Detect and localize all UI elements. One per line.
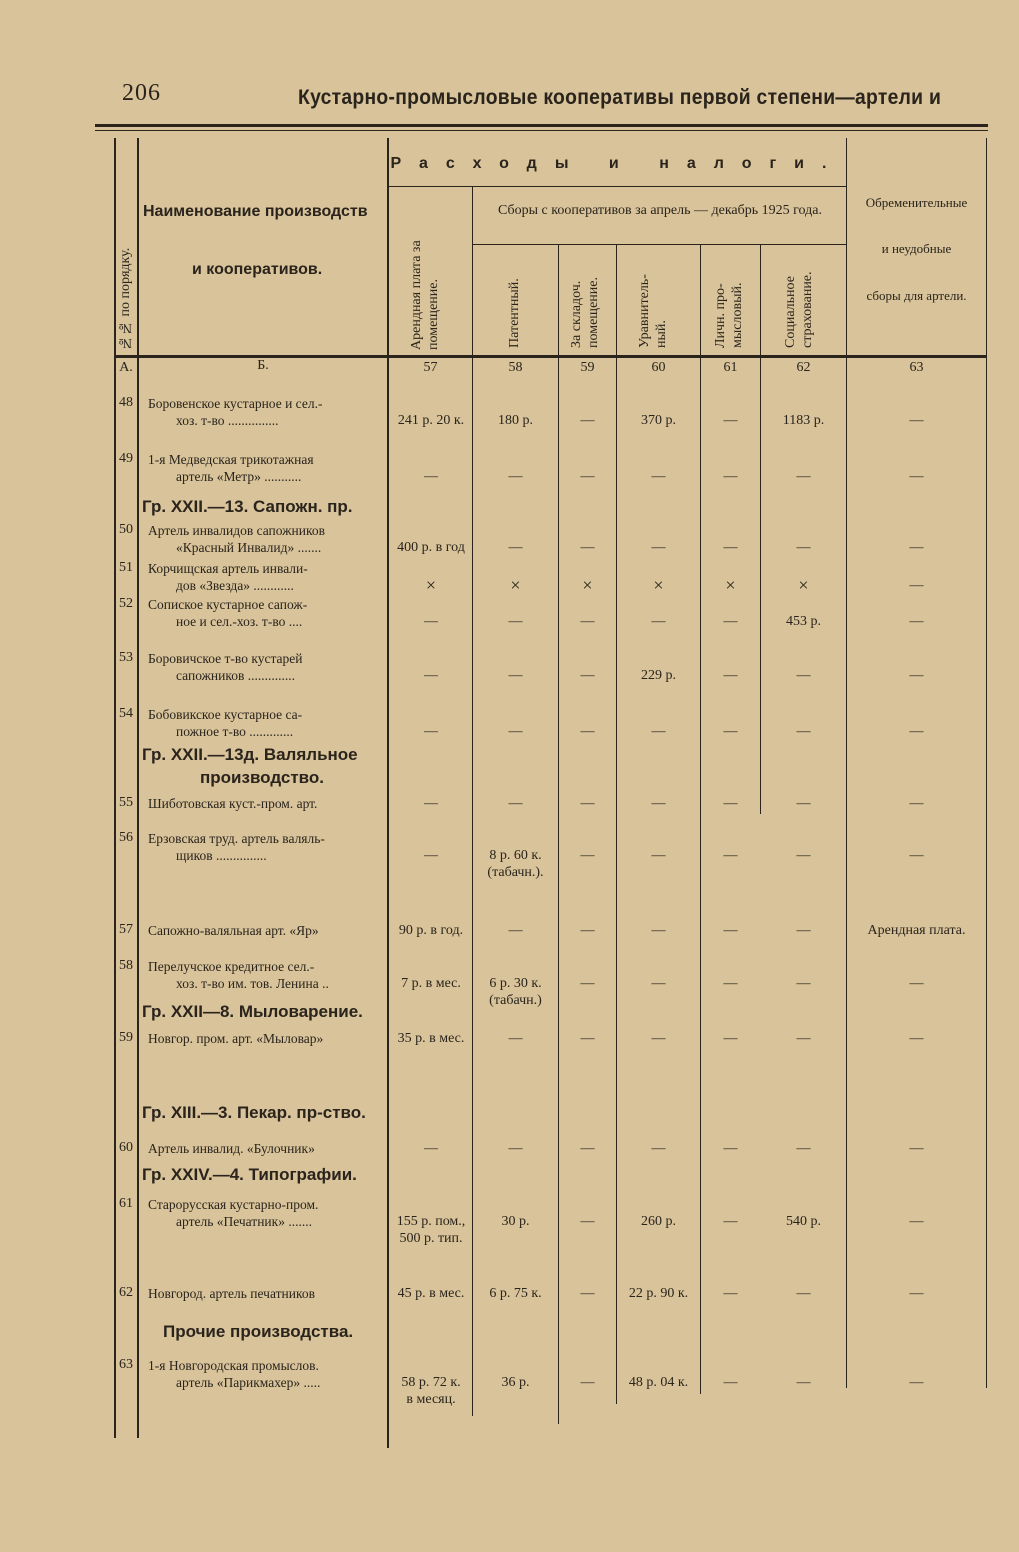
row-number: 59 <box>119 1030 133 1045</box>
cell-patent: 180 р. <box>498 413 533 428</box>
cell-patent: — <box>508 923 523 938</box>
group-heading: Гр. XXII—8. Мыловарение. <box>142 1002 363 1021</box>
cell-patent: × <box>510 575 521 595</box>
cell-burden: — <box>909 668 924 683</box>
cell-personal: — <box>723 724 738 739</box>
cell-rent: — <box>424 848 438 863</box>
index-b: Б. <box>257 358 269 373</box>
header-col-social: Социальное страхование. <box>783 271 815 348</box>
row-name-line: пожное т-во ............. <box>176 724 294 739</box>
cell-personal: — <box>723 540 738 555</box>
cell-personal: — <box>723 1031 738 1046</box>
cell-storage: — <box>580 413 595 428</box>
row-name-line: артель «Парикмахер» ..... <box>176 1375 321 1390</box>
cell-storage: — <box>580 796 595 811</box>
row-name-line: Артель инвалид. «Булочник» <box>148 1141 315 1156</box>
row-number: 52 <box>119 596 133 611</box>
header-rule-thick <box>95 124 988 127</box>
cell-equal: — <box>651 614 666 629</box>
cell-patent: 8 р. 60 к. <box>489 848 542 863</box>
group-heading: Гр. XXII.—13. Сапожн. пр. <box>142 497 353 516</box>
cell-personal: — <box>723 1286 738 1301</box>
cell-equal: 48 р. 04 к. <box>628 1375 689 1390</box>
cell-rent: в месяц. <box>406 1392 456 1407</box>
cell-storage: — <box>580 1031 595 1046</box>
cell-social: — <box>796 1141 811 1156</box>
group-heading: производство. <box>200 768 325 787</box>
row-name-line: Боровенское кустарное и сел.- <box>148 396 323 411</box>
cell-rent: — <box>424 668 438 683</box>
cell-social: 453 р. <box>786 614 821 629</box>
cell-rent: 7 р. в мес. <box>401 976 461 991</box>
cell-personal: — <box>723 413 738 428</box>
cell-equal: 370 р. <box>641 413 676 428</box>
cell-personal: — <box>723 923 738 938</box>
cell-social: — <box>796 668 811 683</box>
row-number: 55 <box>119 795 133 810</box>
row-name-line: 1-я Медведская трикотажная <box>148 452 314 467</box>
cell-equal: — <box>651 976 666 991</box>
cell-equal: 22 р. 90 к. <box>628 1286 689 1301</box>
cell-social: 1183 р. <box>782 413 825 428</box>
cell-patent: — <box>508 1141 523 1156</box>
cell-burden: — <box>909 1031 924 1046</box>
cell-patent: — <box>508 668 523 683</box>
cell-burden: — <box>909 1375 924 1390</box>
cell-rent: 500 р. тип. <box>399 1231 463 1246</box>
row-name-line: 1-я Новгородская промыслов. <box>148 1358 319 1373</box>
cell-patent: 6 р. 30 к. <box>489 976 542 991</box>
cell-personal: × <box>725 575 736 595</box>
cell-rent: — <box>424 796 438 811</box>
row-number: 49 <box>119 451 133 466</box>
header-rule-thin <box>95 130 988 131</box>
cell-patent: (табачн.) <box>489 993 542 1008</box>
row-name-line: Боровичское т-во кустарей <box>148 651 303 666</box>
row-number: 57 <box>119 922 133 937</box>
cell-social: 540 р. <box>786 1214 821 1229</box>
cell-burden: — <box>909 469 924 484</box>
row-name-line: Сапожно-валяльная арт. «Яр» <box>148 923 319 938</box>
page-title: Кустарно-промысловые кооперативы первой степени—артели и <box>298 86 942 109</box>
header-col-personal: Личн. про-мысловый. <box>713 282 745 348</box>
col-line-name <box>387 138 389 1448</box>
row-name-line: Корчищская артель инвали- <box>148 561 308 576</box>
cell-burden: — <box>909 724 924 739</box>
row-name-line: дов «Звезда» ............ <box>176 578 294 593</box>
row-name-line: хоз. т-во ............... <box>176 413 279 428</box>
cell-storage: — <box>580 469 595 484</box>
row-name-line: Старорусская кустарно-пром. <box>148 1197 319 1212</box>
group-heading: Гр. XXIV.—4. Типографии. <box>142 1165 357 1184</box>
row-name-line: артель «Метр» ........... <box>176 469 302 484</box>
cell-patent: — <box>508 796 523 811</box>
cell-rent: — <box>424 614 438 629</box>
cell-rent: 90 р. в год. <box>398 923 464 938</box>
index-58: 58 <box>508 360 523 375</box>
cell-social: — <box>796 1031 811 1046</box>
cell-rent: 45 р. в мес. <box>397 1286 465 1301</box>
cell-burden: Арендная плата. <box>867 923 966 938</box>
cell-social: — <box>796 724 811 739</box>
header-col-rent: Арендная плата за помещение. <box>409 240 441 350</box>
cell-patent: 6 р. 75 к. <box>489 1286 542 1301</box>
cell-burden: — <box>909 796 924 811</box>
cell-rent: 35 р. в мес. <box>397 1031 465 1046</box>
col-line-num <box>137 138 139 1438</box>
cell-patent: — <box>508 1031 523 1046</box>
cell-patent: — <box>508 469 523 484</box>
cell-personal: — <box>723 796 738 811</box>
cell-rent: — <box>424 724 438 739</box>
row-name-line: Новгор. пром. арт. «Мыловар» <box>148 1031 324 1046</box>
cell-social: — <box>796 540 811 555</box>
cell-burden: — <box>909 614 924 629</box>
cell-social: — <box>796 1375 811 1390</box>
cell-social: — <box>796 796 811 811</box>
cell-storage: — <box>580 848 595 863</box>
row-name-line: сапожников .............. <box>176 668 296 683</box>
cell-social: — <box>796 1286 811 1301</box>
row-name-line: артель «Печатник» ....... <box>176 1214 312 1229</box>
cell-personal: — <box>723 976 738 991</box>
cell-storage: — <box>580 923 595 938</box>
row-number: 53 <box>119 650 133 665</box>
header-col-burden-2: и неудобные <box>881 241 952 256</box>
row-name-line: ное и сел.-хоз. т-во .... <box>176 614 303 629</box>
cell-equal: — <box>651 848 666 863</box>
cell-equal: 260 р. <box>641 1214 676 1229</box>
header-line-fees <box>473 244 846 245</box>
cell-storage: — <box>580 724 595 739</box>
cell-burden: — <box>909 578 924 593</box>
cell-storage: × <box>582 575 593 595</box>
header-fees-title: Сборы с кооперативов за апрель — декабрь 1925 года. <box>498 203 822 218</box>
cell-rent: — <box>424 469 438 484</box>
cell-social: — <box>796 848 811 863</box>
row-name-line: Перелучское кредитное сел.- <box>148 959 315 974</box>
cell-storage: — <box>580 1214 595 1229</box>
cell-patent: (табачн.). <box>487 865 544 880</box>
cell-rent: 400 р. в год <box>397 540 465 555</box>
cell-storage: — <box>580 1286 595 1301</box>
row-number: 54 <box>119 706 133 721</box>
cell-storage: — <box>580 976 595 991</box>
cell-equal: — <box>651 724 666 739</box>
cell-rent: 241 р. 20 к. <box>397 413 465 428</box>
cell-burden: — <box>909 1286 924 1301</box>
cell-personal: — <box>723 1214 738 1229</box>
cell-personal: — <box>723 614 738 629</box>
cell-patent: 30 р. <box>501 1214 530 1229</box>
header-col-storage: За складоч. помещение. <box>569 277 601 348</box>
row-name-line: Шиботовская куст.-пром. арт. <box>148 796 318 811</box>
index-61: 61 <box>723 360 738 375</box>
header-col-burden-1: Обременительные <box>865 195 968 210</box>
cell-personal: — <box>723 1141 738 1156</box>
index-62: 62 <box>796 360 811 375</box>
row-name-line: Бобовикское кустарное са- <box>148 707 303 722</box>
cell-patent: 36 р. <box>501 1375 530 1390</box>
cell-storage: — <box>580 668 595 683</box>
row-number: 48 <box>119 395 133 410</box>
cell-storage: — <box>580 614 595 629</box>
cell-patent: — <box>508 540 523 555</box>
cell-storage: — <box>580 1375 595 1390</box>
header-expenses-title: Расходы и налоги. <box>390 155 845 172</box>
group-heading: Гр. XXII.—13д. Валяльное <box>142 745 358 764</box>
cell-rent: — <box>424 1141 438 1156</box>
cell-social: — <box>796 469 811 484</box>
row-name-line: щиков ............... <box>176 848 267 863</box>
index-57: 57 <box>423 360 438 375</box>
header-line-expenses <box>389 186 846 187</box>
cell-burden: — <box>909 1141 924 1156</box>
cell-rent: 155 р. пом., <box>396 1214 466 1229</box>
cell-equal: — <box>651 923 666 938</box>
cell-patent: — <box>508 614 523 629</box>
cell-storage: — <box>580 1141 595 1156</box>
row-number: 50 <box>119 522 133 537</box>
row-name-line: Новгород. артель печатников <box>148 1286 315 1301</box>
index-60: 60 <box>651 360 666 375</box>
cell-social: — <box>796 976 811 991</box>
header-col-name-2: и кооперативов. <box>192 261 323 278</box>
cell-social: × <box>798 575 809 595</box>
row-name-line: Ерзовская труд. артель валяль- <box>148 831 325 846</box>
table-left-border <box>114 138 116 1438</box>
row-name-line: хоз. т-во им. тов. Ленина .. <box>176 976 329 991</box>
col-line-right <box>986 138 987 1388</box>
row-name-line: Артель инвалидов сапожников <box>148 523 325 538</box>
cell-equal: — <box>651 796 666 811</box>
cell-equal: — <box>651 540 666 555</box>
row-number: 60 <box>119 1140 133 1155</box>
header-col-number: №№ по порядку. <box>118 247 133 350</box>
cell-personal: — <box>723 1375 738 1390</box>
header-col-name-1: Наименование производств <box>143 203 368 220</box>
cell-burden: — <box>909 1214 924 1229</box>
cell-burden: — <box>909 540 924 555</box>
cell-personal: — <box>723 469 738 484</box>
row-number: 61 <box>119 1196 133 1211</box>
cell-personal: — <box>723 848 738 863</box>
cell-equal: — <box>651 1141 666 1156</box>
cell-burden: — <box>909 413 924 428</box>
header-col-patent: Патентный. <box>507 278 522 348</box>
cell-burden: — <box>909 976 924 991</box>
cell-equal: — <box>651 469 666 484</box>
cell-equal: × <box>653 575 664 595</box>
col-line-social <box>846 138 847 1388</box>
cell-patent: — <box>508 724 523 739</box>
row-number: 51 <box>119 560 133 575</box>
cell-social: — <box>796 923 811 938</box>
cell-rent: × <box>425 575 437 595</box>
index-63: 63 <box>909 360 924 375</box>
group-heading: Гр. XIII.—3. Пекар. пр-ство. <box>142 1103 366 1122</box>
row-number: 58 <box>119 958 133 973</box>
index-59: 59 <box>580 360 595 375</box>
cell-storage: — <box>580 540 595 555</box>
cell-equal: 229 р. <box>641 668 676 683</box>
header-col-burden-3: сборы для артели. <box>866 288 967 303</box>
page-number: 206 <box>122 80 161 106</box>
cell-personal: — <box>723 668 738 683</box>
row-number: 62 <box>119 1285 133 1300</box>
row-number: 56 <box>119 830 133 845</box>
row-name-line: «Красный Инвалид» ....... <box>176 540 322 555</box>
group-heading: Прочие производства. <box>163 1322 354 1341</box>
cell-burden: — <box>909 848 924 863</box>
cell-rent: 58 р. 72 к. <box>401 1375 461 1390</box>
cell-equal: — <box>651 1031 666 1046</box>
header-col-equal: Уравнитель-ный. <box>637 274 669 348</box>
index-a: А. <box>119 360 133 375</box>
row-number: 63 <box>119 1357 133 1372</box>
row-name-line: Сопиское кустарное сапож- <box>148 597 308 612</box>
